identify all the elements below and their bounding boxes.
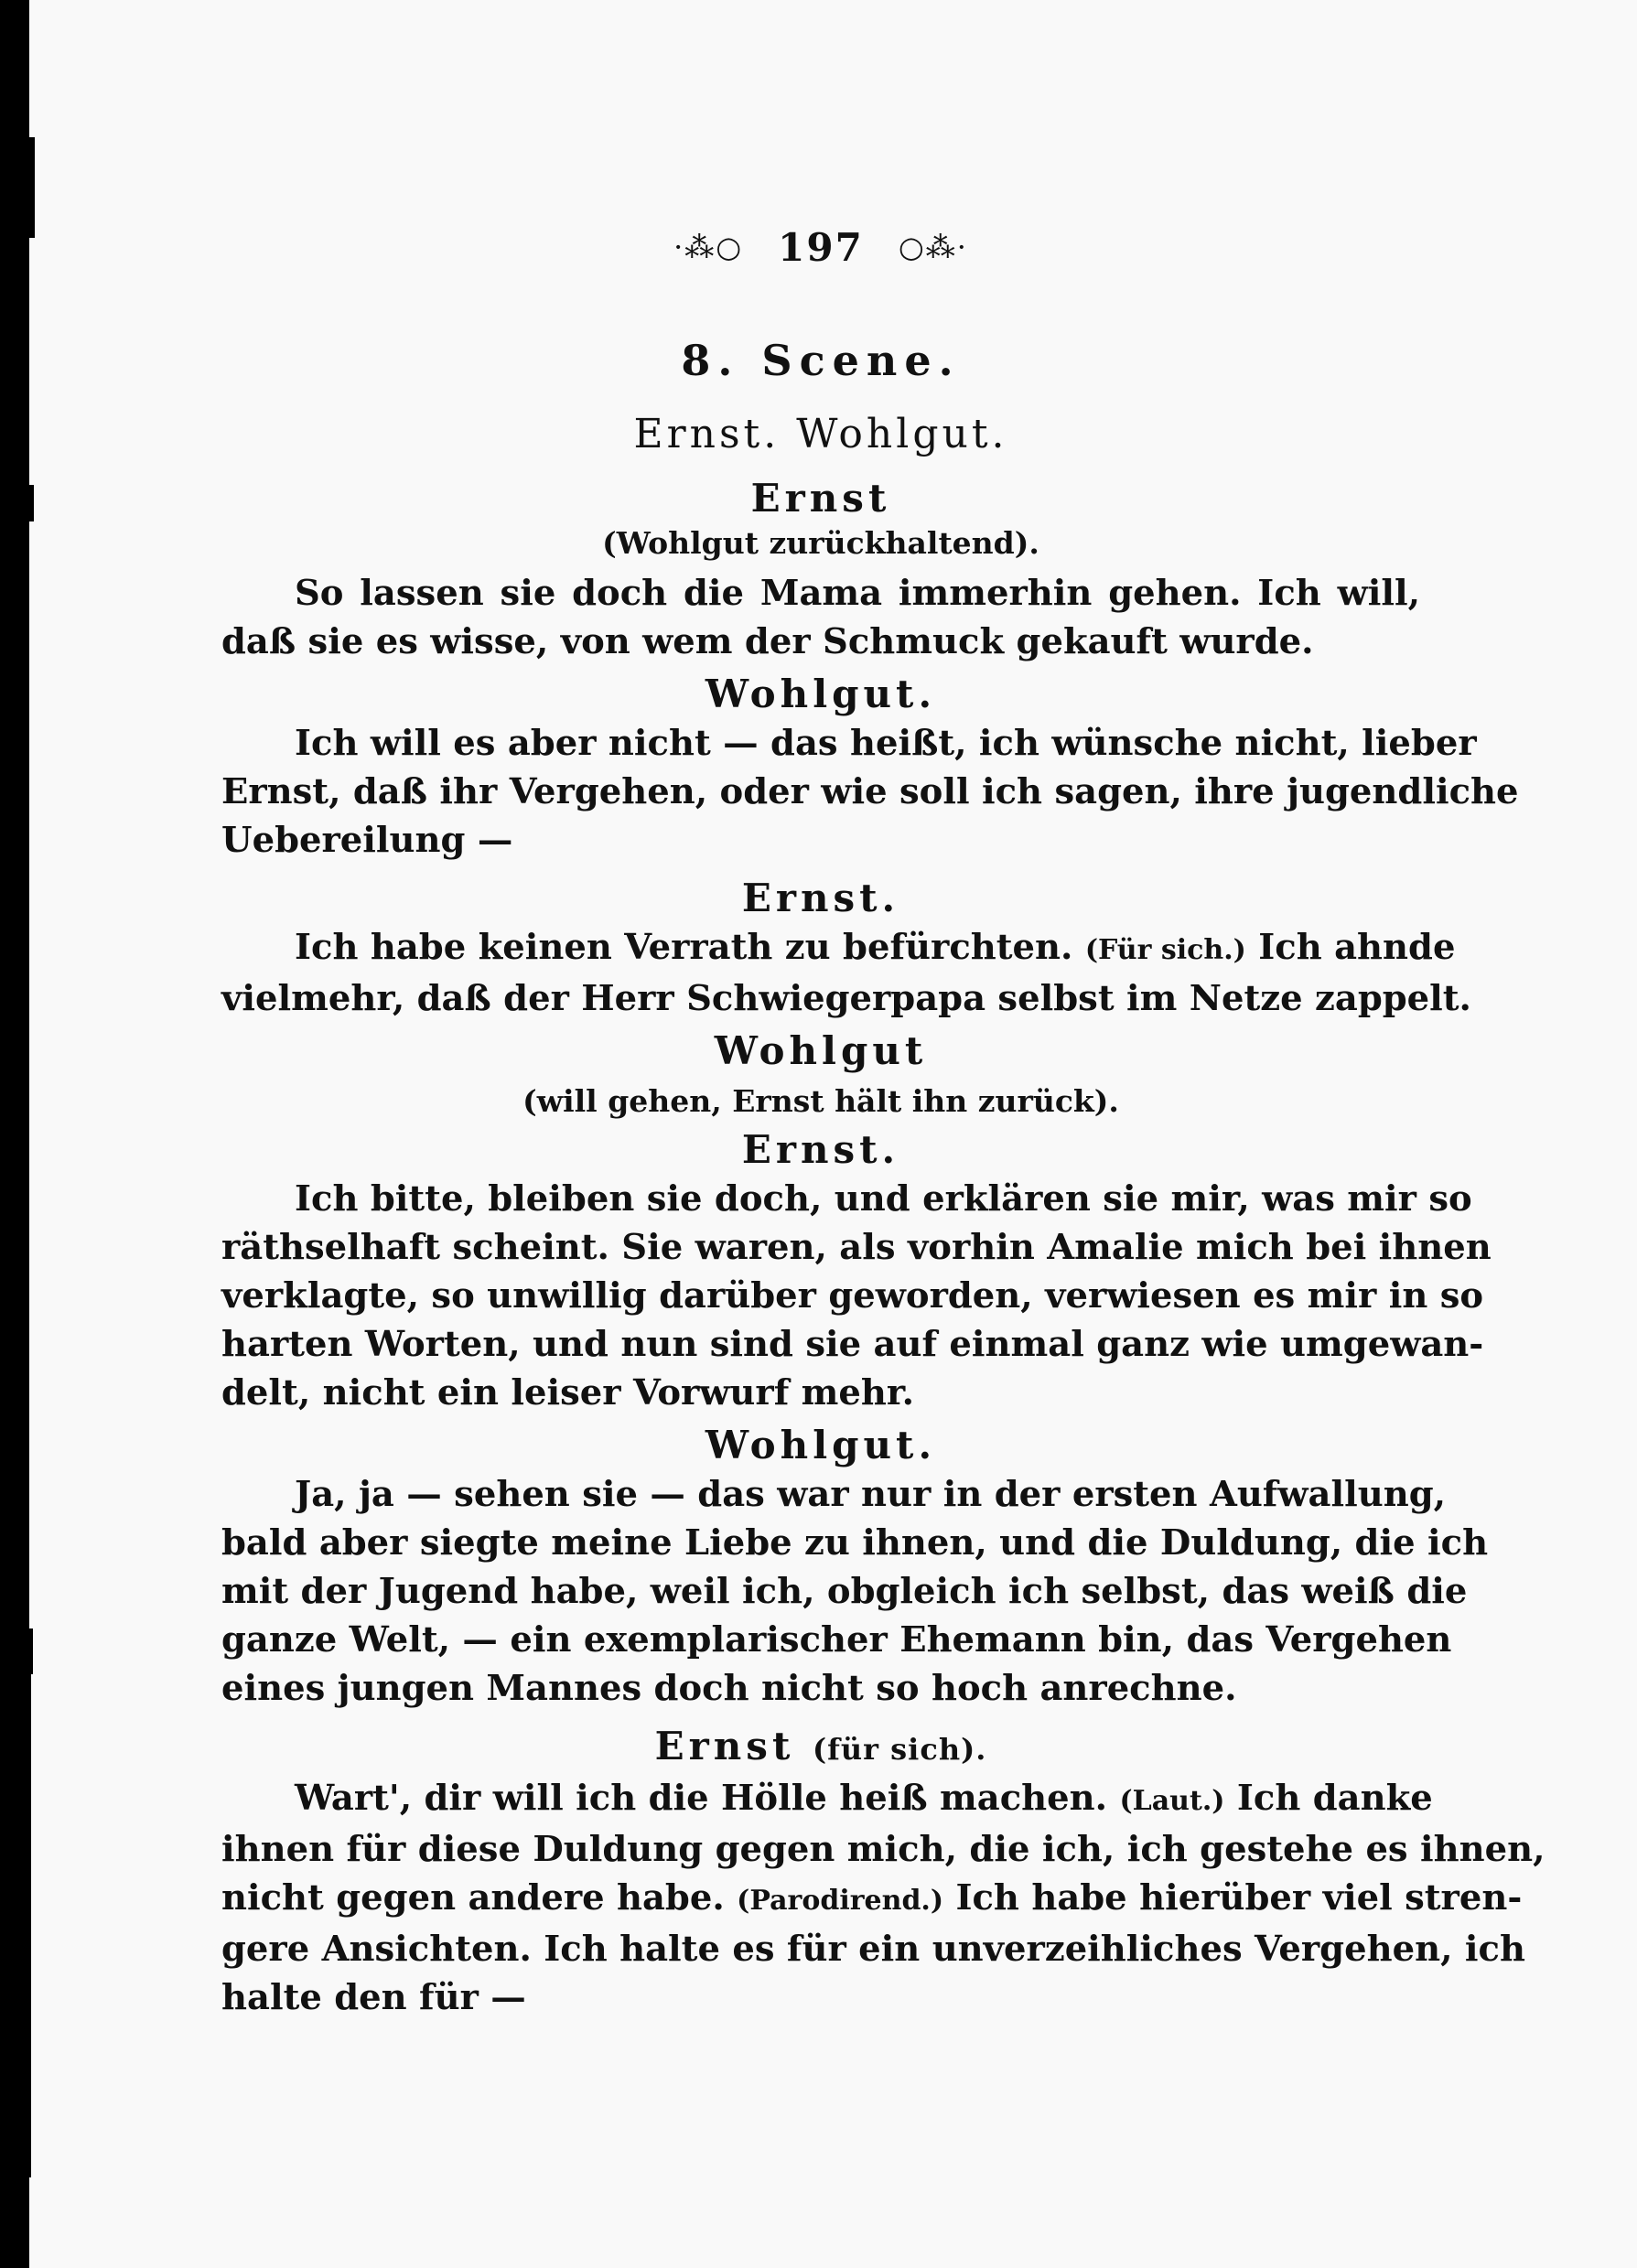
speech-line: ihnen für diese Duldung gegen mich, die ich, ich gestehe es ihnen, <box>221 1829 1545 1870</box>
ornament-right: ○⁂· <box>898 230 968 264</box>
speech-line: Ernst, daß ihr Vergehen, oder wie soll ich sagen, ihre jugendliche <box>221 771 1519 812</box>
inline-stage-direction: (Laut.) <box>1119 1785 1225 1817</box>
speaker-name: Wohlgut. <box>705 672 937 716</box>
stage-direction: (Wohlgut zurückhaltend). <box>602 525 1039 561</box>
speech <box>221 1774 1545 2022</box>
speech-line: halte den für — <box>221 1977 526 2018</box>
speaker-direction: (für sich). <box>812 1732 987 1767</box>
speech-line: eines jungen Mannes doch nicht so hoch anrechne. <box>221 1668 1237 1709</box>
speech-text: Wart', dir will ich die Hölle heiß machen. <box>295 1778 1120 1819</box>
speech-line <box>221 1874 1523 1925</box>
speech <box>221 719 1519 865</box>
speech <box>221 923 1471 1023</box>
scan-edge-mark-top <box>29 137 35 238</box>
speech-line: verklagte, so unwillig darüber geworden, verwiesen es mir in so <box>221 1275 1484 1317</box>
speaker-name: Wohlgut. <box>705 1423 937 1467</box>
book-page <box>29 0 1637 2268</box>
scan-edge-mark-bottom <box>29 1665 31 2177</box>
speech-line: gere Ansichten. Ich halte es für ein unverzeihliches Vergehen, ich <box>221 1929 1525 1970</box>
speech-line: Ich bitte, bleiben sie doch, und erklären sie mir, was mir so <box>295 1178 1472 1220</box>
speaker-name: Wohlgut <box>714 1028 928 1073</box>
text-block <box>221 225 1545 2026</box>
speech <box>221 1175 1492 1417</box>
speech-line: bald aber siegte meine Liebe zu ihnen, und die Duldung, die ich <box>221 1522 1489 1564</box>
speech-line: mit der Jugend habe, weil ich, obgleich ich selbst, das weiß die <box>221 1571 1468 1612</box>
speech-text: Ich habe keinen Verrath zu befürchten. <box>295 927 1085 968</box>
speech-text: nicht gegen andere habe. <box>221 1877 738 1919</box>
inline-stage-direction: (Für sich.) <box>1084 934 1246 966</box>
speech-line: delt, nicht ein leiser Vorwurf mehr. <box>221 1372 915 1413</box>
speech-text: Ich ahnde <box>1245 927 1456 968</box>
speech-line: So lassen sie doch die Mama immerhin gehen. Ich will, <box>295 573 1420 614</box>
speech-line: vielmehr, daß der Herr Schwiegerpapa selbst im Netze zappelt. <box>221 978 1471 1019</box>
page-number: 197 <box>778 225 864 270</box>
speaker-name: Ernst. <box>741 1127 900 1172</box>
scan-edge-mark-middle <box>29 485 34 521</box>
speech-line: ganze Welt, — ein exemplarischer Ehemann bin, das Vergehen <box>221 1619 1452 1661</box>
speech-line: Uebereilung — <box>221 820 513 861</box>
speech <box>221 569 1420 666</box>
scene-personae: Ernst. Wohlgut. <box>633 411 1008 457</box>
ornament-left: ·⁂○ <box>673 230 744 264</box>
page-header <box>221 225 1420 270</box>
speech-line: daß sie es wisse, von wem der Schmuck gekauft wurde. <box>221 621 1314 662</box>
speaker-name: Ernst <box>654 1724 795 1768</box>
speaker-name: Ernst <box>750 476 891 521</box>
speech-text: Ich danke <box>1224 1778 1433 1819</box>
speech <box>221 1470 1489 1713</box>
speech-line: Ja, ja — sehen sie — das war nur in der ersten Aufwallung, <box>295 1474 1447 1515</box>
inline-stage-direction: (Parodirend.) <box>737 1885 944 1917</box>
scene-title: 8. Scene. <box>681 336 961 385</box>
speech-line <box>221 923 1456 974</box>
stage-direction: (will gehen, Ernst hält ihn zurück). <box>522 1083 1119 1119</box>
scan-left-edge <box>0 0 29 2268</box>
speaker-name: Ernst. <box>741 876 900 920</box>
speech-line: harten Worten, und nun sind sie auf einmal ganz wie umgewan- <box>221 1324 1484 1365</box>
speech-line <box>221 1774 1433 1825</box>
speech-text: Ich habe hierüber viel stren- <box>943 1877 1523 1919</box>
speech-line: Ich will es aber nicht — das heißt, ich wünsche nicht, lieber <box>295 723 1477 764</box>
speech-line: räthselhaft scheint. Sie waren, als vorhin Amalie mich bei ihnen <box>221 1227 1492 1268</box>
speaker-heading <box>221 1722 1420 1774</box>
